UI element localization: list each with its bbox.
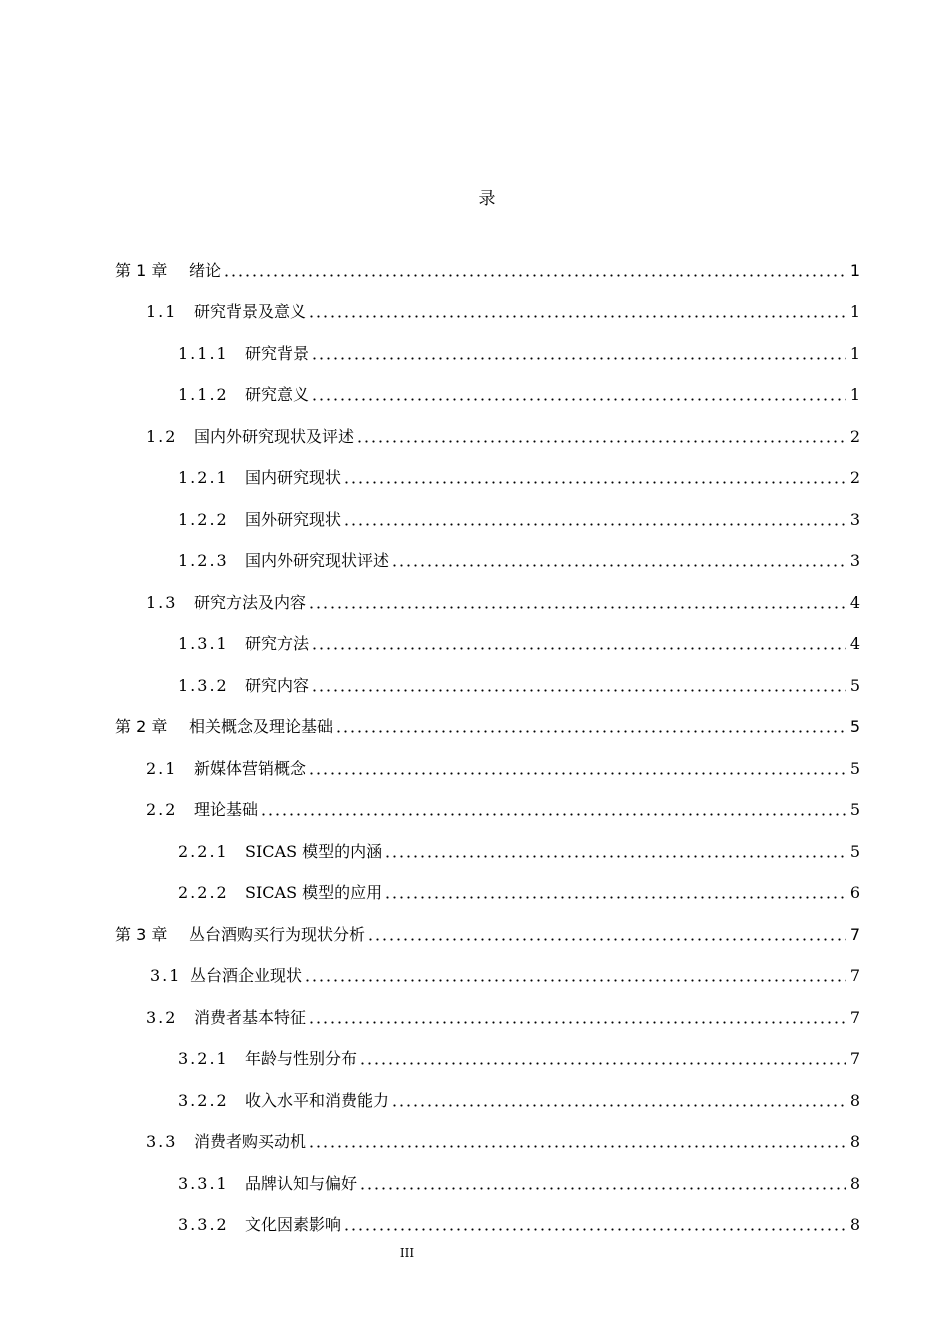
toc-entry-title: SICAS 模型的内涵 — [245, 842, 383, 861]
toc-entry[interactable] — [0, 241, 950, 281]
toc-entry-title: 研究意义 — [245, 385, 310, 404]
toc-entry-title: 年龄与性别分布 — [245, 1049, 358, 1068]
page-title: 录 — [478, 189, 496, 209]
dot-leader — [260, 813, 846, 816]
toc-entry-page: 1 — [849, 344, 860, 363]
dot-leader — [311, 689, 846, 692]
toc-entry-page: 8 — [849, 1174, 860, 1193]
page-number-footer: III — [399, 1246, 415, 1260]
dot-leader — [311, 398, 846, 401]
toc-entry[interactable] — [0, 822, 950, 862]
toc-entry-page: 8 — [849, 1132, 860, 1151]
toc-entry-page: 8 — [849, 1215, 860, 1234]
toc-entry-number: 2.1 — [146, 759, 178, 778]
dot-leader — [335, 730, 846, 733]
toc-entry-title: 品牌认知与偏好 — [245, 1174, 358, 1193]
toc-entry-number: 第 3 章 — [115, 925, 168, 944]
toc-entry-page: 7 — [849, 925, 860, 944]
toc-entry-page: 1 — [849, 302, 860, 321]
toc-entry-number: 第 1 章 — [115, 261, 168, 280]
dot-leader — [384, 855, 846, 858]
toc-entry-number: 3.2 — [146, 1008, 178, 1027]
toc-entry-page: 7 — [849, 1008, 860, 1027]
toc-entry-title: 国外研究现状 — [245, 510, 342, 529]
toc-entry-number: 2.2 — [146, 800, 178, 819]
toc-entry-page: 2 — [849, 427, 860, 446]
toc-entry-number: 1.2.3 — [178, 551, 229, 570]
toc-entry[interactable] — [0, 365, 950, 405]
toc-entry-title: 研究背景及意义 — [194, 302, 307, 321]
toc-entry-page: 8 — [849, 1091, 860, 1110]
toc-entry-number: 1.2.2 — [178, 510, 229, 529]
dot-leader — [308, 772, 846, 775]
dot-leader — [343, 523, 846, 526]
toc-entry-page: 5 — [849, 676, 860, 695]
dot-leader — [391, 564, 846, 567]
toc-entry-page: 5 — [849, 842, 860, 861]
dot-leader — [308, 1021, 846, 1024]
toc-entry-title: 文化因素影响 — [245, 1215, 342, 1234]
toc-entry-number: 1.3.1 — [178, 634, 229, 653]
toc-entry-title: 研究背景 — [245, 344, 310, 363]
toc-entry-title: 研究内容 — [245, 676, 310, 695]
toc-entry-number: 1.2.1 — [178, 468, 229, 487]
toc-entry[interactable] — [0, 573, 950, 613]
toc-entry-page: 1 — [849, 385, 860, 404]
toc-entry-page: 4 — [849, 593, 860, 612]
toc-entry-title: 相关概念及理论基础 — [189, 717, 334, 736]
toc-entry[interactable] — [0, 780, 950, 820]
toc-entry-number: 1.1.2 — [178, 385, 229, 404]
toc-entry[interactable] — [0, 988, 950, 1028]
toc-entry-number: 1.1.1 — [178, 344, 229, 363]
toc-entry-title: 收入水平和消费能力 — [245, 1091, 390, 1110]
dot-leader — [311, 357, 846, 360]
toc-entry[interactable] — [0, 407, 950, 447]
toc-entry-number: 第 2 章 — [115, 717, 168, 736]
toc-entry[interactable] — [0, 531, 950, 571]
toc-entry-title: 研究方法 — [245, 634, 310, 653]
toc-entry[interactable] — [0, 282, 950, 322]
toc-entry[interactable] — [0, 1195, 950, 1235]
dot-leader — [223, 274, 846, 277]
toc-entry-title: 消费者购买动机 — [194, 1132, 307, 1151]
toc-entry-title: SICAS 模型的应用 — [245, 883, 383, 902]
toc-entry[interactable] — [0, 697, 950, 737]
toc-entry-title: 研究方法及内容 — [194, 593, 307, 612]
toc-entry-number: 3.2.1 — [178, 1049, 229, 1068]
toc-entry-title: 消费者基本特征 — [194, 1008, 307, 1027]
toc-entry[interactable] — [0, 614, 950, 654]
toc-entry-page: 1 — [849, 261, 860, 280]
toc-entry-number: 3.2.2 — [178, 1091, 229, 1110]
toc-entry-number: 1.3 — [146, 593, 178, 612]
toc-entry-page: 7 — [849, 966, 860, 985]
toc-entry-title: 理论基础 — [194, 800, 259, 819]
toc-entry[interactable] — [0, 1029, 950, 1069]
dot-leader — [367, 938, 846, 941]
toc-entry-number: 1.3.2 — [178, 676, 229, 695]
toc-entry-page: 7 — [849, 1049, 860, 1068]
dot-leader — [359, 1062, 846, 1065]
toc-entry-number: 2.2.2 — [178, 883, 229, 902]
toc-entry-title: 绪论 — [189, 261, 222, 280]
toc-entry-page: 2 — [849, 468, 860, 487]
dot-leader — [308, 606, 846, 609]
toc-entry-number: 1.2 — [146, 427, 178, 446]
toc-entry-number: 3.3.1 — [178, 1174, 229, 1193]
toc-entry-title: 国内外研究现状及评述 — [194, 427, 355, 446]
dot-leader — [343, 481, 846, 484]
toc-entry[interactable] — [0, 739, 950, 779]
toc-entry-page: 5 — [849, 800, 860, 819]
toc-entry[interactable] — [0, 863, 950, 903]
toc-entry-page: 5 — [849, 759, 860, 778]
toc-entry[interactable] — [0, 448, 950, 488]
dot-leader — [391, 1104, 846, 1107]
dot-leader — [311, 647, 846, 650]
dot-leader — [308, 315, 846, 318]
toc-entry[interactable] — [0, 324, 950, 364]
dot-leader — [359, 1187, 846, 1190]
toc-entry[interactable] — [0, 946, 950, 986]
toc-entry-page: 3 — [849, 510, 860, 529]
dot-leader — [343, 1228, 846, 1231]
toc-entry-number: 3.1 — [150, 966, 182, 985]
toc-entry-title: 国内研究现状 — [245, 468, 342, 487]
dot-leader — [384, 896, 846, 899]
toc-entry[interactable] — [0, 490, 950, 530]
toc-entry-number: 3.3 — [146, 1132, 178, 1151]
toc-entry[interactable] — [0, 1154, 950, 1194]
toc-entry-page: 5 — [849, 717, 860, 736]
toc-entry-page: 6 — [849, 883, 860, 902]
toc-entry-page: 3 — [849, 551, 860, 570]
toc-entry-title: 新媒体营销概念 — [194, 759, 307, 778]
dot-leader — [356, 440, 846, 443]
toc-entry[interactable] — [0, 1071, 950, 1111]
toc-entry-number: 2.2.1 — [178, 842, 229, 861]
toc-entry[interactable] — [0, 656, 950, 696]
dot-leader — [308, 1145, 846, 1148]
toc-entry-page: 4 — [849, 634, 860, 653]
dot-leader — [304, 979, 846, 982]
toc-entry-number: 3.3.2 — [178, 1215, 229, 1234]
toc-entry-title: 丛台酒企业现状 — [190, 966, 303, 985]
toc-entry[interactable] — [0, 1112, 950, 1152]
toc-entry-title: 丛台酒购买行为现状分析 — [189, 925, 366, 944]
toc-entry-number: 1.1 — [146, 302, 178, 321]
toc-entry-title: 国内外研究现状评述 — [245, 551, 390, 570]
toc-entry[interactable] — [0, 905, 950, 945]
